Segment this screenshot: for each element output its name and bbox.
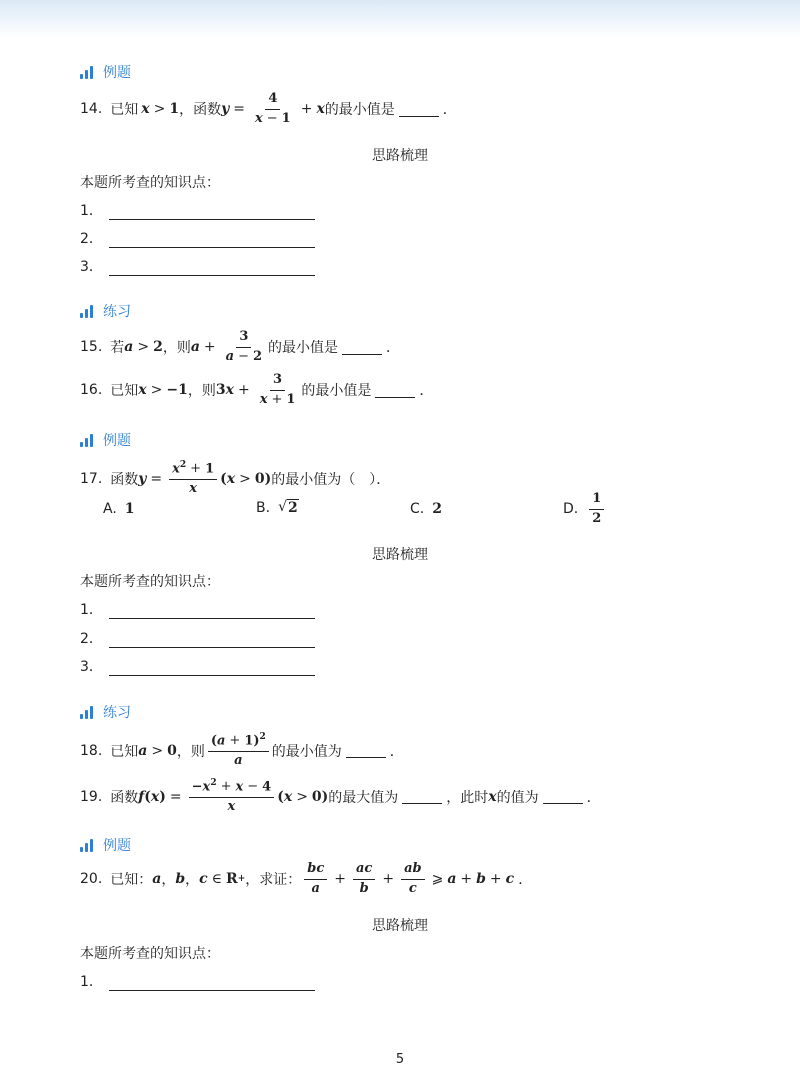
choice-b[interactable] xyxy=(256,499,299,516)
math: 0) xyxy=(311,788,329,805)
choice-a[interactable] xyxy=(103,501,135,517)
bar-chart-icon xyxy=(80,706,93,719)
answer-blank[interactable] xyxy=(346,743,386,758)
math: > xyxy=(137,339,150,356)
question-number: 14. xyxy=(80,101,103,118)
bar-chart-icon xyxy=(80,305,93,318)
math-fraction: $\frac{ab}{c}$ xyxy=(401,862,425,897)
question-number: 16. xyxy=(80,382,103,399)
question-16 xyxy=(80,373,433,408)
section-label: 练习 xyxy=(103,304,131,320)
math: ⩾ xyxy=(431,871,444,888)
question-text: ，则 xyxy=(176,743,205,760)
math: 2 xyxy=(153,339,163,356)
math-fraction: $\frac{ac}{b}$ xyxy=(353,862,375,897)
question-number: 19. xyxy=(80,788,103,805)
question-20 xyxy=(80,862,532,897)
math: x xyxy=(226,470,236,487)
knowledge-point-2 xyxy=(80,628,315,648)
choice-letter: C. xyxy=(410,501,425,517)
question-text: ． xyxy=(518,872,533,889)
answer-line[interactable] xyxy=(109,261,315,276)
math: x xyxy=(225,382,234,399)
question-15 xyxy=(80,330,400,365)
kp-number: 3． xyxy=(80,659,103,675)
choice-letter: D. xyxy=(563,501,579,518)
question-number: 20. xyxy=(80,871,103,888)
section-label: 例题 xyxy=(103,838,131,854)
bar-chart-icon xyxy=(80,434,93,447)
section-header-example xyxy=(80,836,131,854)
question-text: ． xyxy=(419,383,434,400)
section-label: 练习 xyxy=(103,705,131,721)
kp-number: 3． xyxy=(80,259,103,275)
math: = xyxy=(233,101,245,118)
choice-letter: A. xyxy=(103,501,117,517)
question-text: 已知： xyxy=(110,872,153,889)
question-text: 的最小值为 xyxy=(271,743,342,760)
question-text: 的最小值是 xyxy=(324,102,395,119)
math: x xyxy=(141,101,150,118)
question-number: 17. xyxy=(80,470,103,487)
sikao-title: 思路梳理 xyxy=(372,547,428,563)
knowledge-point-3 xyxy=(80,256,315,276)
kp-number: 1． xyxy=(80,974,103,990)
section-label: 例题 xyxy=(103,433,131,449)
math: 0) xyxy=(254,470,272,487)
question-17 xyxy=(80,460,390,497)
question-text: 函数 xyxy=(110,789,139,806)
question-text: 已知 xyxy=(110,383,139,400)
header-band xyxy=(0,0,800,38)
math: ， xyxy=(161,872,176,889)
math: 1 xyxy=(169,101,180,118)
math: + xyxy=(203,339,216,356)
answer-blank[interactable] xyxy=(402,789,442,804)
math: ( xyxy=(144,788,151,805)
math: > xyxy=(239,470,251,487)
math: f xyxy=(138,788,145,805)
math: x xyxy=(283,788,293,805)
answer-blank[interactable] xyxy=(543,789,583,804)
math: + xyxy=(382,871,395,888)
section-header-example xyxy=(80,63,131,81)
math: = xyxy=(150,470,163,487)
question-18 xyxy=(80,732,404,769)
choice-d[interactable] xyxy=(563,492,607,527)
math: + xyxy=(237,382,250,399)
math: + xyxy=(334,871,346,888)
question-text: ． xyxy=(386,340,401,357)
choice-c[interactable] xyxy=(410,501,442,517)
sikao-title: 思路梳理 xyxy=(372,918,428,934)
question-text: 的最小值为（ ）． xyxy=(271,471,391,488)
math: b xyxy=(175,871,186,888)
page-number: 5 xyxy=(395,1052,405,1067)
question-number: 18. xyxy=(80,742,103,759)
answer-blank[interactable] xyxy=(375,383,415,398)
knowledge-point-3 xyxy=(80,656,315,676)
question-text: ，则 xyxy=(187,383,216,400)
knowledge-point-1 xyxy=(80,971,315,991)
math: + xyxy=(237,874,246,885)
question-text: ，则 xyxy=(162,340,191,357)
math: = xyxy=(169,788,182,805)
math: > xyxy=(296,788,308,805)
question-text: ，求证： xyxy=(245,872,302,889)
math: y xyxy=(221,101,230,118)
kp-number: 1． xyxy=(80,602,103,618)
math: + xyxy=(300,101,313,118)
section-label: 例题 xyxy=(103,65,131,81)
question-text: 的最小值是 xyxy=(268,340,339,357)
section-header-practice xyxy=(80,703,131,721)
question-text: 已知 xyxy=(110,743,139,760)
question-number: 15. xyxy=(80,339,103,356)
math-fraction: $\frac{bc}{a}$ xyxy=(304,862,327,897)
math: x xyxy=(316,101,325,118)
math: a xyxy=(447,871,457,888)
question-text: ，此时 xyxy=(446,789,489,806)
question-text: 的值为 xyxy=(496,789,539,806)
question-text: ． xyxy=(586,789,601,806)
bar-chart-icon xyxy=(80,839,93,852)
math: a xyxy=(190,339,200,356)
kp-number: 2． xyxy=(80,631,103,647)
knowledge-points-title: 本题所考查的知识点： xyxy=(80,574,220,590)
answer-line[interactable] xyxy=(109,233,315,248)
answer-blank[interactable] xyxy=(342,340,382,355)
math-fraction: $\frac{(a + 1)^2}{a}$ xyxy=(208,732,269,769)
math: 3 xyxy=(215,382,226,399)
kp-number: 2． xyxy=(80,231,103,247)
math: a xyxy=(152,871,162,888)
answer-blank[interactable] xyxy=(399,102,439,117)
question-text: 若 xyxy=(110,340,125,357)
math: > xyxy=(150,382,163,399)
math-fraction: $\frac{-x^2 + x - 4}{x}$ xyxy=(189,778,275,815)
answer-line[interactable] xyxy=(109,976,315,991)
section-header-practice xyxy=(80,302,131,320)
math: x xyxy=(150,788,160,805)
math: 2 xyxy=(432,501,442,517)
math: ( xyxy=(277,788,284,805)
answer-line[interactable] xyxy=(109,604,315,619)
knowledge-point-1 xyxy=(80,200,315,220)
math: x xyxy=(138,382,147,399)
math: > xyxy=(153,101,166,118)
math: ∈ xyxy=(211,871,223,888)
math-fraction: $\frac{x^2 + 1}{x}$ xyxy=(169,460,217,497)
question-text: 函数 xyxy=(110,471,139,488)
math: ) xyxy=(159,788,166,805)
question-14 xyxy=(80,92,457,127)
sikao-title: 思路梳理 xyxy=(372,148,428,164)
math: 0 xyxy=(167,742,177,759)
math: R xyxy=(226,871,238,888)
answer-line[interactable] xyxy=(109,633,315,648)
knowledge-point-2 xyxy=(80,228,315,248)
math-sqrt: √ 2 xyxy=(278,499,298,516)
knowledge-points-title: 本题所考查的知识点： xyxy=(80,175,220,191)
math-fraction: $\frac{3}{x + 1}$ xyxy=(259,372,296,407)
math: a xyxy=(124,339,134,356)
math-fraction: $\frac{3}{a - 2}$ xyxy=(225,329,263,364)
question-text: ． xyxy=(389,743,404,760)
math-fraction: $\frac{1}{2}$ xyxy=(589,492,604,527)
math: + xyxy=(460,871,473,888)
bar-chart-icon xyxy=(80,66,93,79)
math: + xyxy=(489,871,502,888)
math: a xyxy=(138,742,148,759)
knowledge-point-1 xyxy=(80,599,315,619)
choice-letter: B. xyxy=(256,499,271,516)
question-text: 的最小值是 xyxy=(301,383,372,400)
math: ( xyxy=(220,470,227,487)
question-text: ． xyxy=(442,102,457,119)
question-text: ，函数 xyxy=(179,102,222,119)
answer-line[interactable] xyxy=(109,205,315,220)
math: ， xyxy=(185,872,200,889)
math: > xyxy=(151,742,164,759)
math: c xyxy=(505,871,515,888)
math: −1 xyxy=(166,382,188,399)
math: y xyxy=(138,470,147,487)
section-header-example xyxy=(80,431,131,449)
math: c xyxy=(199,871,208,888)
question-text: 的最大值为 xyxy=(328,789,399,806)
kp-number: 1． xyxy=(80,203,103,219)
knowledge-points-title: 本题所考查的知识点： xyxy=(80,946,220,962)
question-19 xyxy=(80,778,601,815)
math-fraction: $\frac{4}{x - 1}$ xyxy=(254,91,291,126)
math: 1 xyxy=(124,501,135,517)
answer-line[interactable] xyxy=(109,661,315,676)
question-text: 已知 xyxy=(110,102,139,119)
math: x xyxy=(488,788,497,805)
math: b xyxy=(476,871,486,888)
